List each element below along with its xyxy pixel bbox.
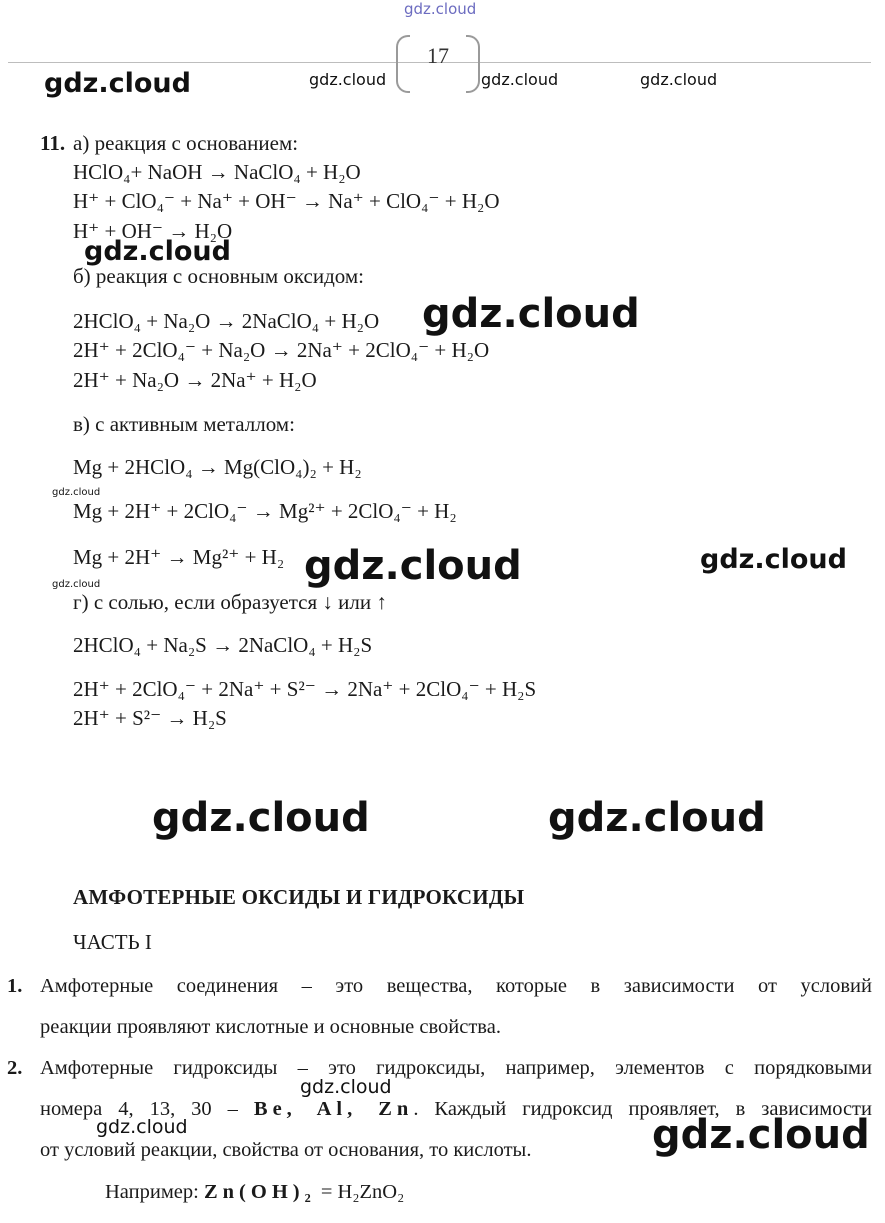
equation: 2H⁺ + 2ClO₄⁻ + 2Na⁺ + S²⁻ → 2Na⁺ + 2ClO₄⁻ + H₂S <box>73 677 537 701</box>
task-c-label: в) с активным металлом: <box>73 412 295 436</box>
paragraph-line <box>40 1089 872 1130</box>
example-line <box>105 1181 404 1204</box>
watermark: gdz.cloud <box>481 70 559 89</box>
watermark: gdz.cloud <box>44 68 191 99</box>
equation: Mg + 2H⁺ → Mg²⁺ + H₂ <box>73 545 285 569</box>
item-number: 2. <box>7 1057 23 1079</box>
task-b-label: б) реакция с основным оксидом: <box>73 264 365 288</box>
paragraph-line: Амфотерные гидроксиды – это гидроксиды, например, элементов с порядковыми <box>40 1057 872 1079</box>
item-1-text <box>40 966 872 1048</box>
watermark: gdz.cloud <box>52 579 101 590</box>
example-formula: Zn(OH)₂ <box>203 1181 316 1203</box>
equation: 2HClO₄ + Na₂S → 2NaClO₄ + H₂S <box>73 633 373 657</box>
watermark: gdz.cloud <box>300 1076 392 1098</box>
section-part: ЧАСТЬ I <box>73 930 152 954</box>
watermark: gdz.cloud <box>422 291 640 337</box>
equation: H⁺ + OH⁻ → H₂O <box>73 219 233 243</box>
watermark: gdz.cloud <box>96 1116 188 1138</box>
watermark: gdz.cloud <box>84 236 231 267</box>
watermark: gdz.cloud <box>152 795 370 841</box>
watermark: gdz.cloud <box>652 1112 870 1158</box>
equation: 2H⁺ + Na₂O → 2Na⁺ + H₂O <box>73 368 317 392</box>
task-a-label: а) реакция с основанием: <box>73 131 299 155</box>
task-d-label: г) с солью, если образуется ↓ или ↑ <box>73 590 387 614</box>
item-number: 1. <box>7 975 23 997</box>
page-number: 17 <box>427 43 449 68</box>
watermark: gdz.cloud <box>52 487 101 498</box>
equation: Mg + 2HClO₄ → Mg(ClO₄)₂ + H₂ <box>73 455 362 479</box>
paragraph-fragment: номера 4, 13, 30 – <box>40 1098 254 1120</box>
watermark: gdz.cloud <box>640 70 718 89</box>
element-symbols: Be, Al, Zn <box>253 1098 414 1120</box>
equation: HClO₄+ NaOH → NaClO₄ + H₂O <box>73 160 361 184</box>
example-result: = H₂ZnO₂ <box>315 1181 405 1203</box>
equation: 2H⁺ + S²⁻ → H₂S <box>73 706 227 730</box>
equation: H⁺ + ClO₄⁻ + Na⁺ + OH⁻ → Na⁺ + ClO₄⁻ + H₂O <box>73 189 500 213</box>
top-site-mark: gdz.cloud <box>404 0 477 18</box>
section-title: АМФОТЕРНЫЕ ОКСИДЫ И ГИДРОКСИДЫ <box>73 885 525 909</box>
paragraph-line: Амфотерные соединения – это вещества, которые в зависимости от условий <box>40 975 872 997</box>
item-2-text <box>40 1048 872 1171</box>
example-label: Например: <box>105 1181 204 1203</box>
watermark: gdz.cloud <box>304 543 522 589</box>
task-number: 11. <box>40 131 66 155</box>
equation: 2HClO₄ + Na₂O → 2NaClO₄ + H₂O <box>73 309 380 333</box>
watermark: gdz.cloud <box>309 70 387 89</box>
watermark: gdz.cloud <box>700 544 847 575</box>
equation: Mg + 2H⁺ + 2ClO₄⁻ → Mg²⁺ + 2ClO₄⁻ + H₂ <box>73 499 457 523</box>
paragraph-line: от условий реакции, свойства от основания, то кислоты. <box>40 1139 532 1161</box>
page-number-box <box>396 35 480 91</box>
paragraph-fragment: . Каждый гидроксид проявляет, в зависимости <box>413 1098 872 1120</box>
equation: 2H⁺ + 2ClO₄⁻ + Na₂O → 2Na⁺ + 2ClO₄⁻ + H₂O <box>73 338 490 362</box>
watermark: gdz.cloud <box>548 795 766 841</box>
paragraph-line: реакции проявляют кислотные и основные свойства. <box>40 1016 501 1038</box>
